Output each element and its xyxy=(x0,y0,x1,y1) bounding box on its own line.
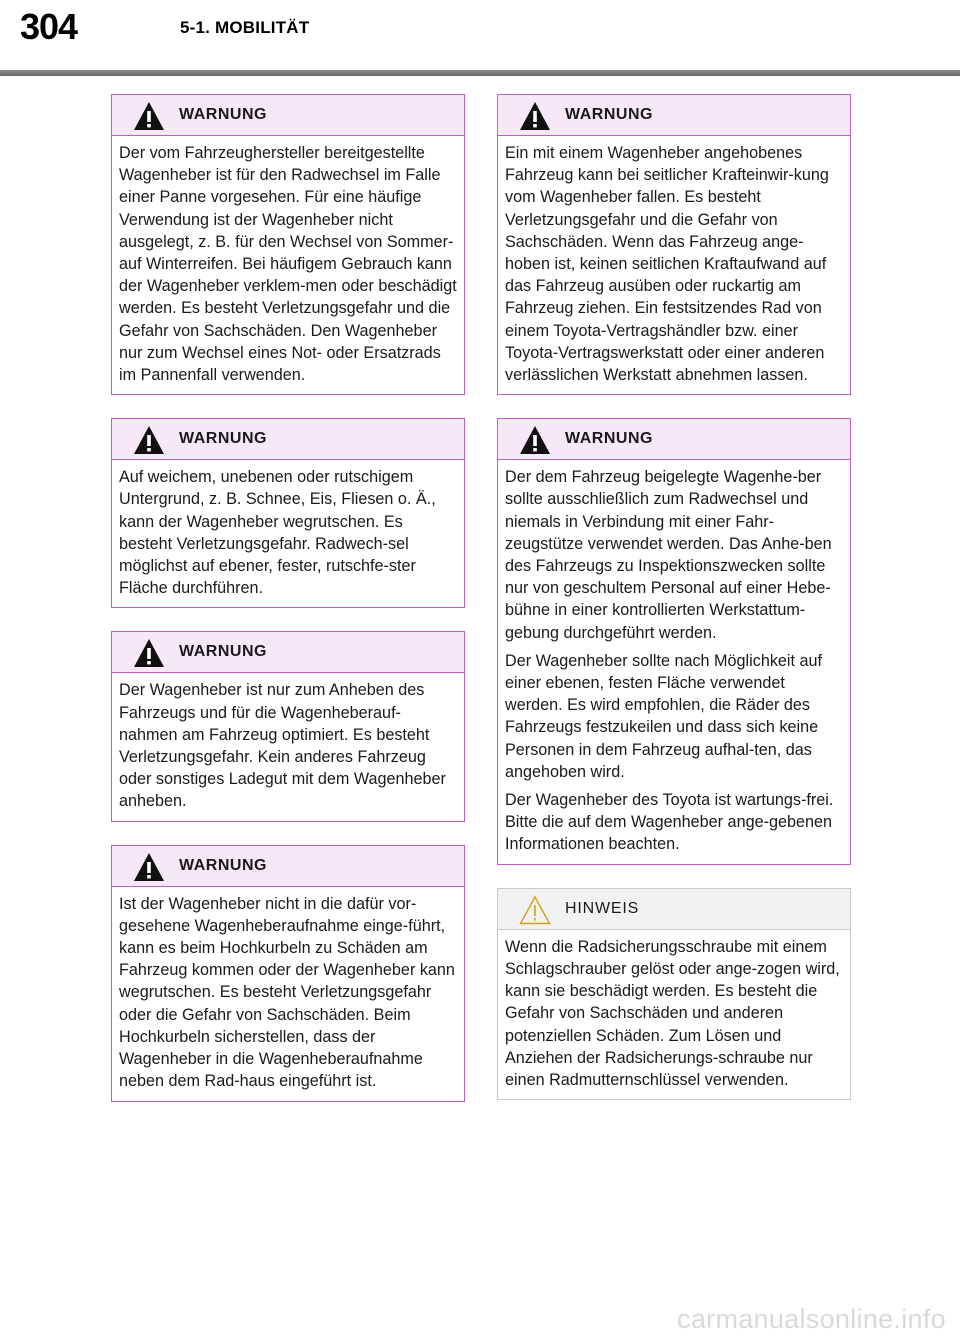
warning-box-text: Der Wagenheber sollte nach Möglichkeit auf einer ebenen, festen Fläche verwendet werden. Es wird empfohlen, die Räder des Fahrzeugs festzukeilen und dass sich keine Personen in dem Fahrzeug aufhal-ten, das angehoben wird. xyxy=(505,651,823,781)
note-box xyxy=(497,888,851,1100)
header-rule xyxy=(0,70,960,76)
warning-triangle-icon xyxy=(519,101,551,131)
note-box-header xyxy=(498,889,850,930)
warning-triangle-icon xyxy=(519,425,551,455)
page-number: 304 xyxy=(20,6,78,47)
left-column xyxy=(111,94,465,1125)
warning-box-body xyxy=(498,136,850,394)
watermark: carmanualsonline.info xyxy=(677,1304,946,1334)
warning-box-header xyxy=(112,632,464,673)
warning-box-body xyxy=(112,887,464,1101)
warning-box xyxy=(111,845,465,1102)
warning-box xyxy=(497,94,851,395)
warning-box-text: Der Wagenheber des Toyota ist wartungs-frei. Bitte die auf dem Wagenheber ange-gebenen Informationen beachten. xyxy=(505,791,834,854)
warning-box-text: Der dem Fahrzeug beigelegte Wagenhe-ber sollte ausschließlich zum Radwechsel und niemals in Verbindung mit einer Fahr-zeugstütze verwendet werden. Das Anhe-ben des Fahrzeugs zu Inspektionszwecken sollte nur von geschultem Personal auf einer Hebe-bühne in einer kontrollierten Werkstattum-gebung durchgeführt werden. xyxy=(505,468,832,642)
warning-box-text: Auf weichem, unebenen oder rutschigem Untergrund, z. B. Schnee, Eis, Fliesen o. Ä., kann der Wagenheber wegrutschen. Es besteht Verletzungsgefahr. Radwech-sel möglichst auf ebener, fester, rutschfe-ster Fläche durchführen. xyxy=(119,468,436,598)
note-box-title: HINWEIS xyxy=(565,899,640,917)
warning-box-body xyxy=(112,460,464,607)
warning-box-title: WARNUNG xyxy=(565,430,653,448)
warning-triangle-icon xyxy=(133,638,165,668)
warning-box-text: Ist der Wagenheber nicht in die dafür vor-gesehene Wagenheberaufnahme einge-führt, kann es beim Hochkurbeln zu Schäden am Fahrzeug kommen oder der Wagenheber kann wegrutschen. Es besteht Verletzungsgefahr oder die Gefahr von Sachschäden. Beim Hochkurbeln sicherstellen, dass der Wagenheber in die Wagenheberaufnahme neben dem Rad-haus eingeführt ist. xyxy=(119,894,455,1091)
warning-triangle-icon xyxy=(133,852,165,882)
warning-box-body xyxy=(112,673,464,820)
warning-box-header xyxy=(112,95,464,136)
warning-box xyxy=(111,631,465,821)
caution-triangle-outline-icon xyxy=(519,895,551,925)
warning-box-header xyxy=(112,419,464,460)
note-box-body xyxy=(498,930,850,1099)
warning-box-body xyxy=(112,136,464,394)
warning-triangle-icon xyxy=(133,101,165,131)
warning-box-header xyxy=(112,846,464,887)
warning-box-text: Der vom Fahrzeughersteller bereitgestellte Wagenheber ist für den Radwechsel im Falle einer Panne vorgesehen. Für eine häufige Verwendung ist der Wagenheber nicht ausgelegt, z. B. für den Wechsel von Sommer- auf Winterreifen. Bei häufigem Gebrauch kann der Wagenheber verklem-men oder beschädigt werden. Es besteht Verletzungsgefahr und die Gefahr von Sachschäden. Den Wagenheber nur zum Wechsel eines Not- oder Ersatzrads im Pannenfall verwenden. xyxy=(119,144,457,385)
warning-box xyxy=(111,94,465,395)
warning-box-body xyxy=(498,460,850,863)
warning-box-title: WARNUNG xyxy=(565,106,653,123)
right-column xyxy=(497,94,851,1123)
warning-box-text: Der Wagenheber ist nur zum Anheben des Fahrzeugs und für die Wagenheberauf-nahmen am Fahrzeug optimiert. Es besteht Verletzungsgefahr. Kein anderes Fahrzeug oder sonstiges Ladegut mit dem Wagenheber anheben. xyxy=(119,681,446,811)
warning-box-title: WARNUNG xyxy=(179,856,267,874)
section-title: 5-1. MOBILITÄT xyxy=(180,18,310,37)
warning-box xyxy=(111,418,465,608)
warning-box-text: Ein mit einem Wagenheber angehobenes Fahrzeug kann bei seitlicher Krafteinwir-kung vom Wagenheber fallen. Es besteht Verletzungsgefahr und die Gefahr von Sachschäden. Wenn das Fahrzeug ange-hoben ist, keinen seitlichen Kraftaufwand auf das Fahrzeug ausüben oder ruckartig am Fahrzeug ziehen. Ein festsitzendes Rad von einem Toyota-Vertragshändler bzw. einer Toyota-Vertragswerkstatt oder einer anderen verlässlichen Werkstatt abnehmen lassen. xyxy=(505,144,829,385)
warning-box xyxy=(497,418,851,864)
note-box-text: Wenn die Radsicherungsschraube mit einem Schlagschrauber gelöst oder ange-zogen wird, kann sie beschädigt werden. Es besteht die Gefahr von Sachschäden und anderen potenziellen Schäden. Zum Lösen und Anziehen der Radsicherungs-schraube nur einen Radmutternschlüssel verwenden. xyxy=(505,937,840,1089)
warning-box-title: WARNUNG xyxy=(179,430,267,448)
warning-box-header xyxy=(498,419,850,460)
warning-box-header xyxy=(498,95,850,136)
warning-box-title: WARNUNG xyxy=(179,643,267,661)
warning-box-title: WARNUNG xyxy=(179,106,267,123)
warning-triangle-icon xyxy=(133,425,165,455)
